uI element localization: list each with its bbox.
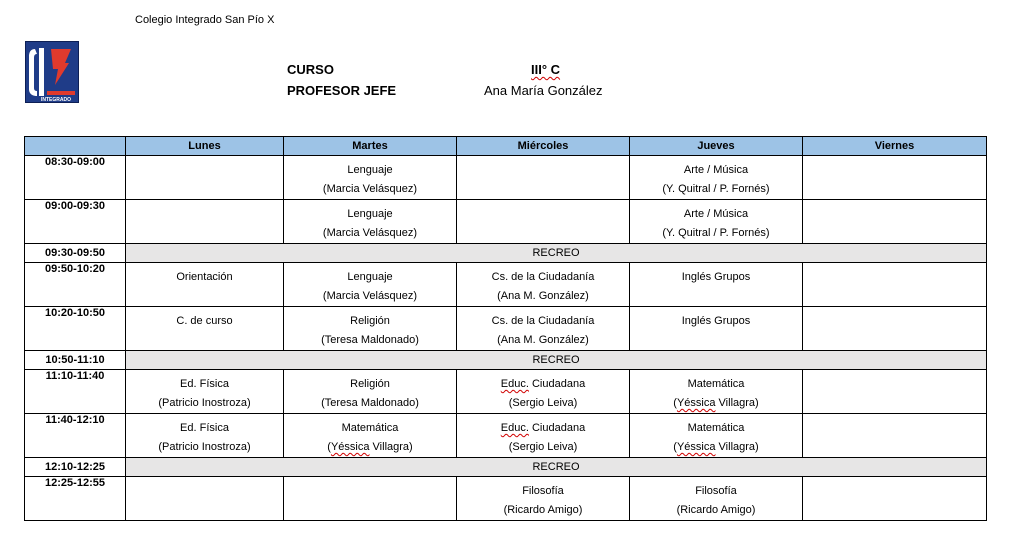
subject-text [126, 370, 283, 394]
subject-label: Lenguaje [347, 208, 393, 220]
class-cell [284, 156, 457, 200]
table-row [25, 370, 987, 414]
teacher-label: (Marcia Velásquez) [322, 183, 418, 195]
teacher-text [126, 438, 283, 457]
class-cell [457, 477, 630, 521]
subject-text [630, 414, 802, 438]
table-row [25, 263, 987, 307]
subject-label: Inglés Grupos [681, 315, 751, 327]
recreo-row [25, 244, 987, 263]
class-cell [630, 156, 803, 200]
subject-text [457, 414, 629, 438]
teacher-label: (Marcia Velásquez) [322, 227, 418, 239]
time-cell: 09:00-09:30 [25, 200, 126, 244]
class-cell [630, 263, 803, 307]
class-cell [126, 307, 284, 351]
subject-text [284, 477, 456, 482]
recreo-row [25, 458, 987, 477]
day-header: Martes [284, 137, 457, 156]
class-cell [803, 477, 987, 521]
schedule-table [24, 136, 987, 521]
subject-label: Religión [350, 315, 390, 327]
teacher-label: (Y. Quitral / P. Fornés) [662, 183, 770, 195]
time-cell: 10:20-10:50 [25, 307, 126, 351]
subject-text [284, 263, 456, 287]
subject-label: Ed. Física [180, 422, 229, 434]
subject-text [630, 156, 802, 180]
class-cell [126, 200, 284, 244]
subject-label: Matemática [687, 378, 745, 390]
table-row [25, 414, 987, 458]
teacher-text [457, 438, 629, 457]
class-cell [457, 200, 630, 244]
subject-label: Arte / Música [683, 208, 749, 220]
class-cell [457, 263, 630, 307]
class-cell [126, 477, 284, 521]
subject-text [457, 370, 629, 394]
teacher-label: (Sergio Leiva) [508, 441, 578, 453]
time-cell: 12:10-12:25 [25, 458, 126, 477]
subject-text [803, 477, 986, 482]
subject-text [630, 200, 802, 224]
teacher-text [630, 394, 802, 413]
class-cell [457, 156, 630, 200]
time-cell: 08:30-09:00 [25, 156, 126, 200]
teacher-text [284, 287, 456, 306]
subject-text [803, 263, 986, 268]
teacher-label: (Teresa Maldonado) [321, 334, 419, 346]
subject-text [803, 414, 986, 419]
teacher-label: (Y. Quitral / P. Fornés) [662, 227, 770, 239]
teacher-label: (Patricio Inostroza) [158, 397, 251, 409]
subject-text [457, 477, 629, 501]
subject-text [457, 156, 629, 161]
subject-text [803, 156, 986, 161]
subject-label: Filosofía [695, 485, 737, 497]
class-cell [284, 200, 457, 244]
subject-text [803, 370, 986, 375]
class-cell [457, 414, 630, 458]
teacher-text [284, 224, 456, 243]
class-cell [284, 414, 457, 458]
subject-label: Filosofía [522, 485, 564, 497]
class-cell [803, 200, 987, 244]
teacher-text [126, 394, 283, 413]
teacher-label: (Ricardo Amigo) [676, 504, 756, 516]
teacher-text [457, 331, 629, 350]
class-cell [284, 477, 457, 521]
class-cell [803, 156, 987, 200]
subject-text [284, 307, 456, 331]
teacher-text [284, 180, 456, 199]
class-cell [630, 200, 803, 244]
teacher-label: (Marcia Velásquez) [322, 290, 418, 302]
teacher-label: (Teresa Maldonado) [321, 397, 419, 409]
subject-label: Matemática [341, 422, 399, 434]
teacher-text [457, 501, 629, 520]
subject-label: C. de curso [176, 315, 233, 327]
school-name: Colegio Integrado San Pío X [135, 14, 275, 26]
subject-label: Lenguaje [347, 271, 393, 283]
svg-text:INTEGRADO: INTEGRADO [41, 97, 71, 103]
table-row [25, 477, 987, 521]
teacher-label: (Ricardo Amigo) [503, 504, 583, 516]
recreo-row [25, 351, 987, 370]
teacher-text [284, 331, 456, 350]
subject-text [803, 200, 986, 205]
class-cell [803, 370, 987, 414]
subject-text [284, 370, 456, 394]
class-cell [630, 477, 803, 521]
subject-text [126, 414, 283, 438]
table-row [25, 307, 987, 351]
class-cell [630, 370, 803, 414]
subject-label: Cs. de la Ciudadanía [491, 315, 595, 327]
class-cell [457, 370, 630, 414]
subject-text [126, 200, 283, 205]
curso-label: CURSO [287, 62, 334, 77]
time-cell: 12:25-12:55 [25, 477, 126, 521]
time-cell: 09:30-09:50 [25, 244, 126, 263]
teacher-text [630, 438, 802, 457]
class-cell [630, 307, 803, 351]
subject-text [126, 263, 283, 287]
table-row [25, 200, 987, 244]
teacher-label: (Patricio Inostroza) [158, 441, 251, 453]
subject-text [630, 370, 802, 394]
subject-label: Matemática [687, 422, 745, 434]
day-header: Viernes [803, 137, 987, 156]
teacher-text [457, 394, 629, 413]
corner-header [25, 137, 126, 156]
profesor-label: PROFESOR JEFE [287, 83, 397, 98]
class-cell [803, 414, 987, 458]
subject-text [630, 263, 802, 287]
class-cell [126, 263, 284, 307]
teacher-text [630, 501, 802, 520]
subject-text [126, 156, 283, 161]
time-cell: 11:10-11:40 [25, 370, 126, 414]
subject-label: Orientación [176, 271, 233, 283]
subject-text [126, 477, 283, 482]
subject-text [457, 263, 629, 287]
teacher-text [630, 180, 802, 199]
table-row [25, 156, 987, 200]
teacher-text [630, 224, 802, 243]
day-header: Jueves [630, 137, 803, 156]
day-header: Lunes [126, 137, 284, 156]
curso-value: III° C [531, 62, 561, 77]
recreo-cell: RECREO [126, 244, 987, 263]
subject-text [284, 156, 456, 180]
class-cell [630, 414, 803, 458]
subject-label: Religión [350, 378, 390, 390]
time-cell: 10:50-11:10 [25, 351, 126, 370]
teacher-text [284, 438, 456, 457]
subject-label: Educ. Ciudadana [500, 378, 586, 390]
profesor-value: Ana María González [484, 83, 603, 98]
class-cell [803, 263, 987, 307]
subject-text [630, 307, 802, 331]
recreo-cell: RECREO [126, 351, 987, 370]
time-cell: 11:40-12:10 [25, 414, 126, 458]
class-cell [126, 370, 284, 414]
day-header: Miércoles [457, 137, 630, 156]
class-cell [126, 156, 284, 200]
teacher-label: (Yéssica Villagra) [673, 397, 759, 409]
subject-text [126, 307, 283, 331]
subject-label: Arte / Música [683, 164, 749, 176]
subject-text [803, 307, 986, 312]
teacher-text [284, 394, 456, 413]
school-logo [25, 41, 79, 103]
table-header-row [25, 137, 987, 156]
subject-text [457, 200, 629, 205]
subject-label: Educ. Ciudadana [500, 422, 586, 434]
teacher-label: (Sergio Leiva) [508, 397, 578, 409]
teacher-label: (Ana M. González) [497, 334, 589, 346]
subject-text [630, 477, 802, 501]
teacher-label: (Yéssica Villagra) [327, 441, 413, 453]
teacher-label: (Ana M. González) [497, 290, 589, 302]
class-cell [284, 370, 457, 414]
class-cell [126, 414, 284, 458]
class-cell [284, 307, 457, 351]
subject-label: Ed. Física [180, 378, 229, 390]
class-cell [803, 307, 987, 351]
recreo-cell: RECREO [126, 458, 987, 477]
teacher-label: (Yéssica Villagra) [673, 441, 759, 453]
subject-label: Lenguaje [347, 164, 393, 176]
teacher-text [457, 287, 629, 306]
time-cell: 09:50-10:20 [25, 263, 126, 307]
class-cell [457, 307, 630, 351]
subject-text [457, 307, 629, 331]
subject-text [284, 200, 456, 224]
subject-text [284, 414, 456, 438]
subject-label: Inglés Grupos [681, 271, 751, 283]
class-cell [284, 263, 457, 307]
subject-label: Cs. de la Ciudadanía [491, 271, 595, 283]
